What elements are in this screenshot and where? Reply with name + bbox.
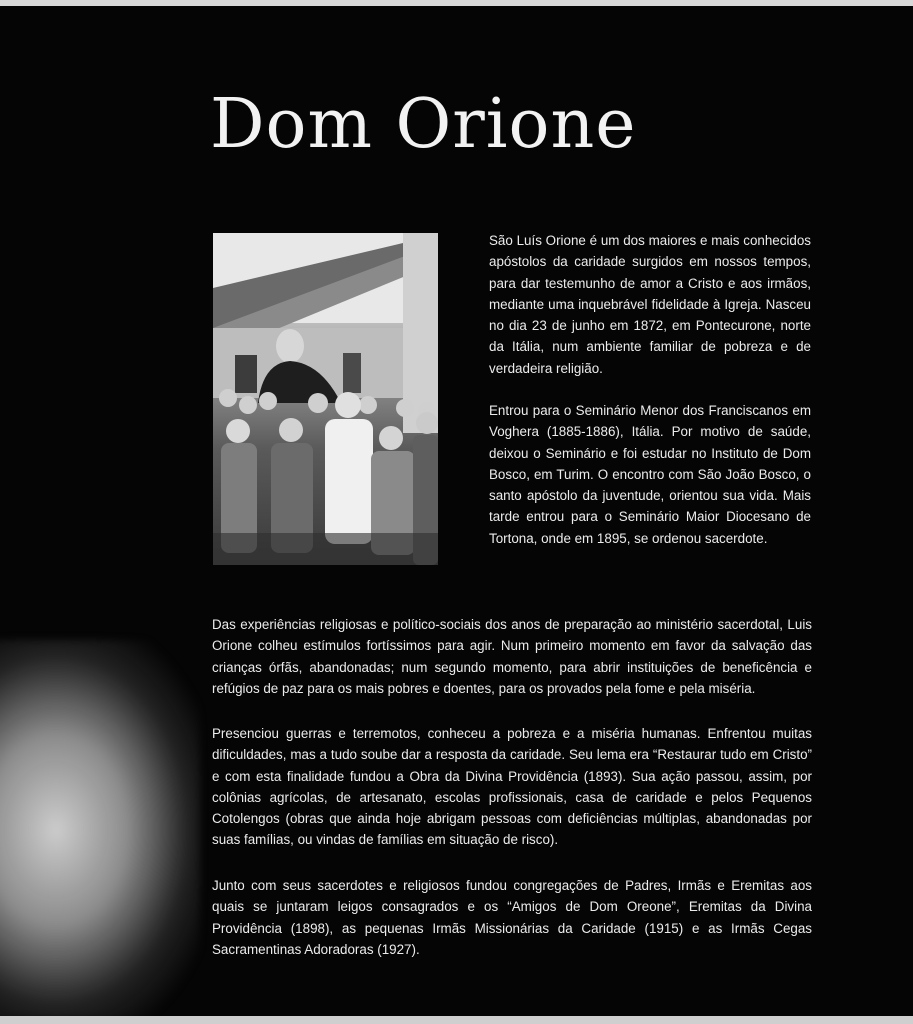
- page-title: Dom Orione: [210, 85, 637, 164]
- historical-photo: [213, 233, 438, 565]
- light-glare: [0, 640, 200, 1020]
- photo-top-edge: [0, 0, 913, 6]
- paragraph-intro: São Luís Orione é um dos maiores e mais conhecidos apóstolos da caridade surgidos em nossos tempos, para dar testemunho de amor a Cristo e aos irmãos, mediante uma inquebrável fidelidade à Igreja. Nasceu no dia 23 de junho em 1872, em Pontecurone, norte da Itália, num ambiente familiar de pobreza e de verdadeira religião.: [489, 233, 811, 376]
- paragraph-congregations: Junto com seus sacerdotes e religiosos fundou congregações de Padres, Irmãs e Eremitas aos quais se juntaram leigos consagrados e os “Amigos de Dom Oreone”, Eremitas da Divina Providência (1898), as pequenas Irmãs Missionárias da Caridade (1915) e as Irmãs Cegas Sacramentinas Adoradoras (1927).: [212, 878, 812, 957]
- paragraph-education: Entrou para o Seminário Menor dos Franciscanos em Voghera (1885-1886), Itália. Por motivo de saúde, deixou o Seminário e foi estudar no Instituto de Dom Bosco, em Turim. O encontro com São João Bosco, o santo apóstolo da juventude, orientou sua vida. Mais tarde entrou para o Seminário Maior Diocesano de Tortona, onde em 1895, se ordenou sacerdote.: [489, 403, 811, 546]
- paragraph-experiences: Das experiências religiosas e político-sociais dos anos de preparação ao ministério sacerdotal, Luis Orione colheu estímulos fortíssimos para agir. Num primeiro momento em favor da salvação das crianças órfãs, abandonadas; num segundo momento, para abrir instituições de beneficência e refúgios de paz para os mais pobres e doentes, para os provados pela fome e pela miséria.: [212, 617, 812, 696]
- paragraph-works: Presenciou guerras e terremotos, conheceu a pobreza e a miséria humanas. Enfrentou muitas dificuldades, mas a tudo soube dar a resposta da caridade. Seu lema era “Restaurar tudo em Cristo” e com esta finalidade fundou a Obra da Divina Providência (1893). Sua ação passou, assim, por colônias agrícolas, de artesanato, escolas profissionais, casa de caridade e pelos Pequenos Cotolengos (obras que ainda hoje abrigam pessoas com deficiências múltiplas, abandonadas por suas famílias, ou vindas de famílias em situação de risco).: [212, 726, 812, 848]
- photo-bottom-edge: [0, 1016, 913, 1024]
